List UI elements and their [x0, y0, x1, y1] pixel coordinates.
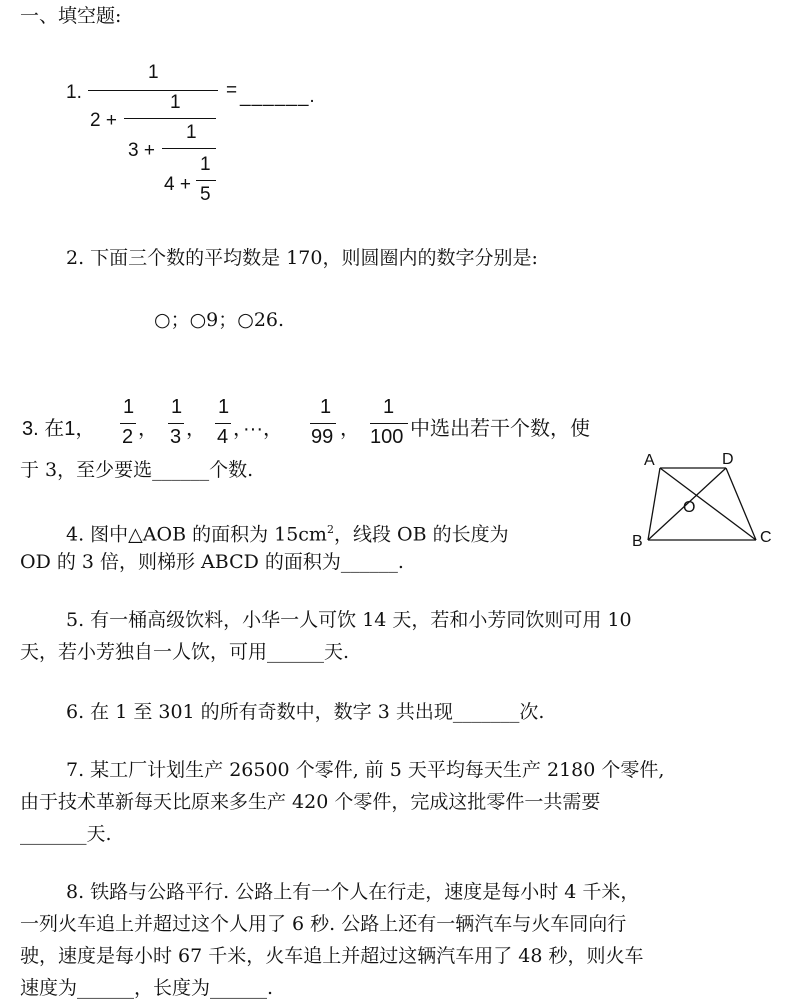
- q4-superscript: 2: [326, 523, 334, 536]
- q2-text: 2. 下面三个数的平均数是 170，则圆圈内的数字分别是:: [66, 247, 538, 269]
- q3-frac1-den: 2: [122, 426, 134, 448]
- q7-line1: 7. 某工厂计划生产 26500 个零件, 前 5 天平均每天生产 2180 个零件,: [66, 759, 665, 781]
- label-a: A: [644, 452, 655, 469]
- q1-denominator-4: 4 +: [164, 174, 191, 195]
- q2-items: ○；○9；○26.: [154, 309, 285, 331]
- q3-frac5-den: 100: [370, 426, 404, 448]
- q1-fraction-bar-3: [162, 148, 216, 149]
- q4-line1: [66, 518, 509, 546]
- q7-line2: 由于技术革新每天比原来多生产 420 个零件，完成这批零件一共需要: [20, 791, 601, 813]
- q7-line3: _______天.: [20, 823, 112, 845]
- q3-comma2: ，: [186, 418, 206, 440]
- q3-suffix: 中选出若干个数，使: [410, 418, 590, 440]
- q1-numerator-2: 1: [170, 92, 181, 113]
- q5-line1: 5. 有一桶高级饮料，小华一人可饮 14 天，若和小芳同饮则可用 10: [66, 609, 632, 631]
- q3-frac2-num: 1: [171, 396, 183, 418]
- q1-denominator-5: 5: [200, 184, 211, 205]
- q6-line1: 6. 在 1 至 301 的所有奇数中，数字 3 共出现_______次.: [66, 701, 545, 723]
- q4-line1-a: 4. 图中△AOB 的面积为 15cm: [66, 523, 327, 546]
- q8-line3: 驶，速度是每小时 67 千米，火车追上并超过这辆汽车用了 48 秒，则火车: [20, 945, 644, 967]
- q3-frac1-num: 1: [123, 396, 135, 418]
- q4-line2: OD 的 3 倍，则梯形 ABCD 的面积为______.: [20, 551, 404, 573]
- q1-equals: =: [226, 80, 238, 101]
- q8-line2: 一列火车追上并超过这个人用了 6 秒. 公路上还有一辆汽车与火车同向行: [20, 913, 627, 935]
- q5-line2: 天，若小芳独自一人饮，可用______天.: [20, 641, 350, 663]
- q3-frac2-den: 3: [170, 426, 182, 448]
- q3-frac1-bar: [120, 423, 136, 424]
- q1-answer-blank: ______.: [240, 86, 316, 107]
- q3-frac2-bar: [168, 423, 184, 424]
- q1-fraction-bar-1: [88, 90, 218, 91]
- q3-frac5-bar: [370, 423, 408, 424]
- q3-frac4-num: 1: [320, 396, 332, 418]
- q3-line2: 于 3，至少要选______个数.: [20, 459, 254, 481]
- edge-ab: [648, 468, 660, 540]
- q1-fraction-bar-2: [124, 118, 216, 119]
- q3-frac5-num: 1: [383, 396, 395, 418]
- q3-comma4: ，: [340, 418, 360, 440]
- q1-numerator-1: 1: [148, 62, 159, 83]
- q3-frac4-bar: [310, 423, 336, 424]
- q1-denominator-2: 2 +: [90, 110, 117, 131]
- q3-frac4-den: 99: [311, 426, 334, 448]
- q8-line1: 8. 铁路与公路平行. 公路上有一个人在行走，速度是每小时 4 千米，: [66, 881, 640, 903]
- q1-numerator-3: 1: [186, 122, 197, 143]
- q3-frac3-num: 1: [218, 396, 230, 418]
- q3-prefix: 3. 在1，: [22, 418, 96, 440]
- q4-line1-b: ，线段 OB 的长度为: [333, 523, 509, 546]
- q1-denominator-3: 3 +: [128, 140, 155, 161]
- q3-frac3-bar: [215, 423, 231, 424]
- q1-fraction-bar-4: [196, 180, 216, 181]
- label-o: O: [683, 499, 696, 516]
- q3-frac3-den: 4: [217, 426, 229, 448]
- label-b: B: [632, 533, 643, 550]
- q1-number: 1.: [66, 82, 82, 103]
- trapezoid-diagram: [640, 450, 780, 560]
- label-d: D: [722, 451, 734, 468]
- q1-numerator-4: 1: [200, 154, 211, 175]
- section-title: 一、填空题:: [20, 5, 122, 27]
- label-c: C: [760, 529, 772, 546]
- q3-comma1: ，: [138, 418, 158, 440]
- q8-line4: 速度为______，长度为______.: [20, 977, 274, 999]
- q3-ellipsis: ，···，: [233, 418, 283, 440]
